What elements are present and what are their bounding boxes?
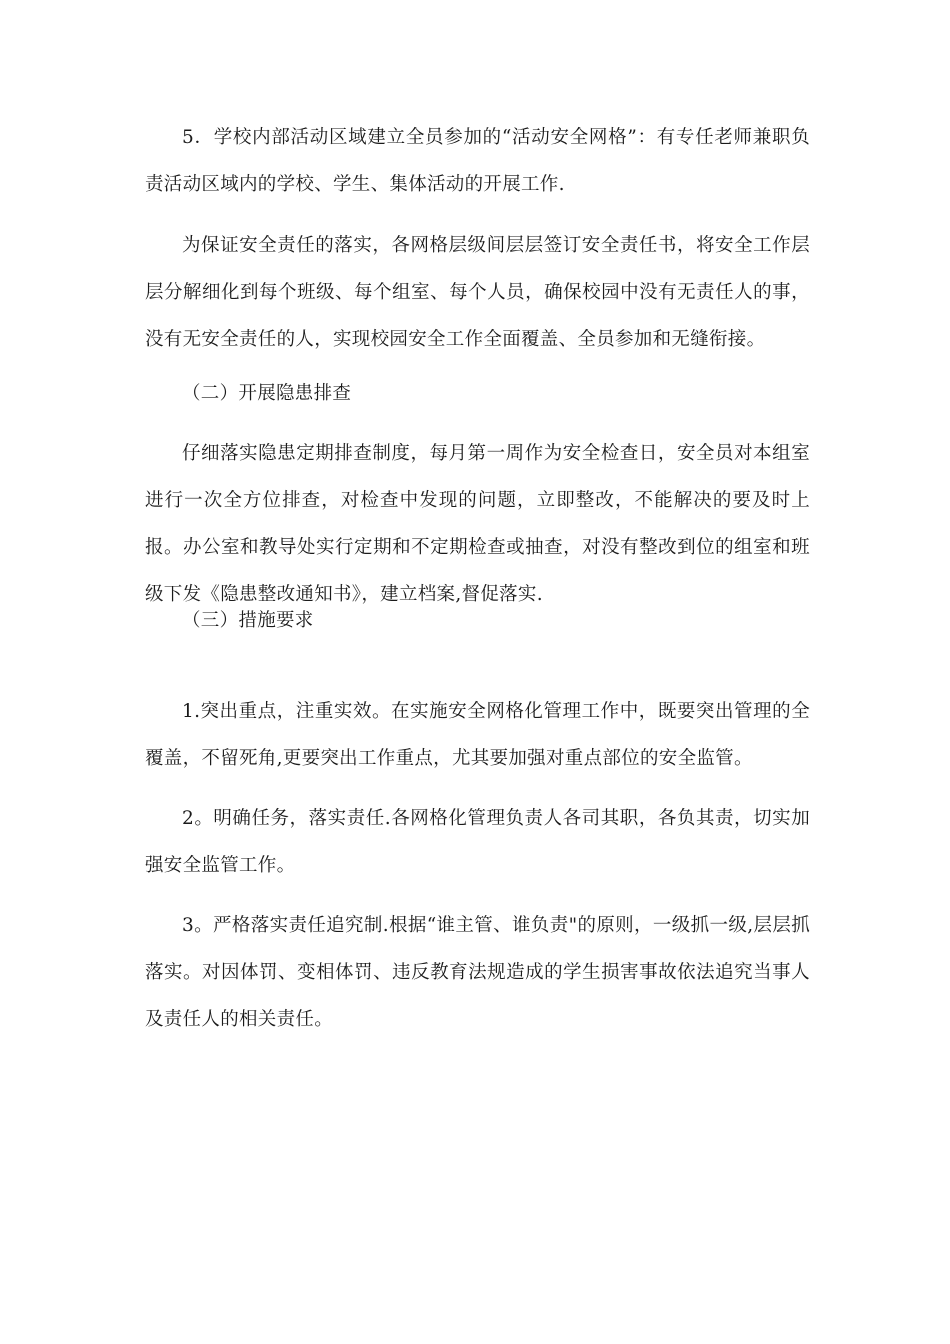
paragraph-measure-3: 3。严格落实责任追究制.根据“谁主管、谁负责"的原则，一级抓一级,层层抓落实。对因体罚、变相体罚、违反教育法规造成的学生损害事故依法追究当事人及责任人的相关责任。 bbox=[145, 915, 810, 1030]
paragraph-activity-grid: 5．学校内部活动区域建立全员参加的“活动安全网格”：有专任老师兼职负责活动区域内的学校、学生、集体活动的开展工作. bbox=[145, 127, 810, 195]
paragraph-hazard-inspection: 仔细落实隐患定期排查制度，每月第一周作为安全检查日，安全员对本组室进行一次全方位排查，对检查中发现的问题，立即整改，不能解决的要及时上报。办公室和教导处实行定期和不定期检查或抽查，对没有整改到位的组室和班级下发《隐患整改通知书》，建立档案,督促落实. bbox=[145, 443, 810, 605]
paragraph-measure-1: 1.突出重点，注重实效。在实施安全网格化管理工作中，既要突出管理的全覆盖，不留死角,更要突出工作重点，尤其要加强对重点部位的安全监管。 bbox=[145, 701, 810, 769]
paragraph-measure-2: 2。明确任务，落实责任.各网格化管理负责人各司其职，各负其责，切实加强安全监管工作。 bbox=[145, 808, 810, 876]
section-heading-measures: （三）措施要求 bbox=[182, 610, 314, 631]
section-heading-hazard-inspection: （二）开展隐患排查 bbox=[182, 383, 352, 404]
paragraph-responsibility: 为保证安全责任的落实，各网格层级间层层签订安全责任书，将安全工作层层分解细化到每个班级、每个组室、每个人员，确保校园中没有无责任人的事，没有无安全责任的人，实现校园安全工作全面覆盖、全员参加和无缝衔接。 bbox=[145, 235, 810, 350]
